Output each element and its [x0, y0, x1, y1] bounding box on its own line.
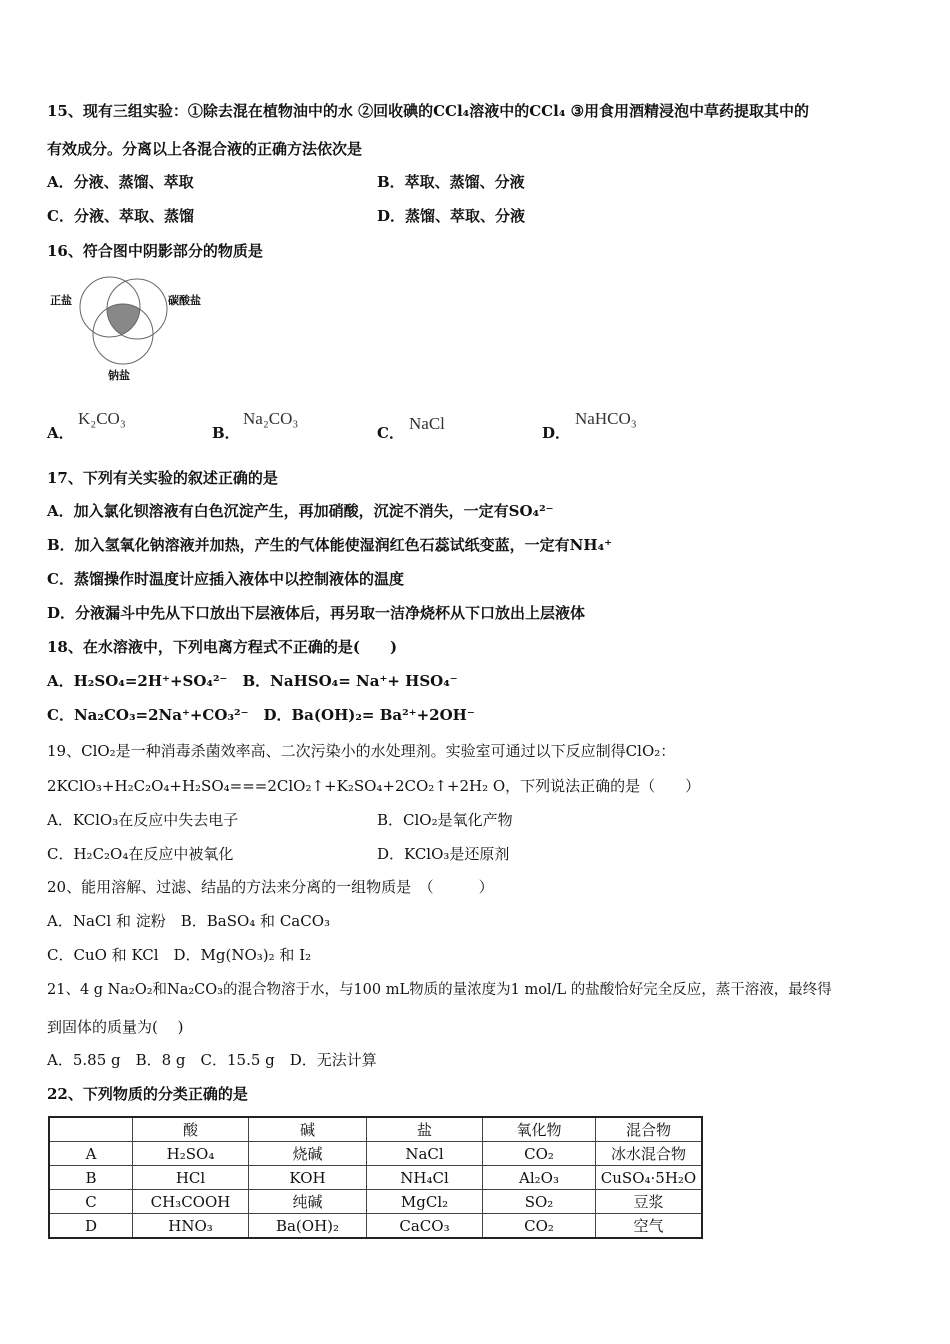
- q20-options-cd: C．CuO 和 KCl D．Mg(NO₃)₂ 和 I₂: [47, 946, 312, 964]
- table-header-cell: 盐: [367, 1117, 483, 1142]
- q18-options-cd: C．Na₂CO₃=2Na⁺+CO₃²⁻ D．Ba(OH)₂= Ba²⁺+2OH⁻: [47, 706, 475, 724]
- table-cell: CO₂: [483, 1142, 596, 1166]
- table-cell: HNO₃: [133, 1214, 249, 1239]
- table-cell: MgCl₂: [367, 1190, 483, 1214]
- q18-stem: 18、在水溶液中，下列电离方程式不正确的是( ): [47, 638, 398, 656]
- table-row: [49, 1142, 702, 1166]
- table-cell: SO₂: [483, 1190, 596, 1214]
- table-header-cell: 酸: [133, 1117, 249, 1142]
- q15-stem-line1: 15、现有三组实验：①除去混在植物油中的水 ②回收碘的CCl₄溶液中的CCl₄ ③用食用酒精浸泡中草药提取其中的: [47, 102, 810, 120]
- q19-option-b: B．ClO₂是氧化产物: [377, 811, 513, 829]
- table-cell: CaCO₃: [367, 1214, 483, 1239]
- table-cell: B: [49, 1166, 133, 1190]
- table-cell: 空气: [596, 1214, 703, 1239]
- table-cell: H₂SO₄: [133, 1142, 249, 1166]
- q16-option-c-label: C．: [377, 424, 404, 442]
- q21-stem-line1: 21、4 g Na₂O₂和Na₂CO₃的混合物溶于水，与100 mL物质的量浓度为1 mol/L 的盐酸恰好完全反应，蒸干溶液，最终得: [47, 982, 832, 998]
- q19-option-d: D．KClO₃是还原剂: [377, 845, 510, 863]
- q15-stem-line2: 有效成分。分离以上各混合液的正确方法依次是: [47, 140, 363, 158]
- table-cell: KOH: [249, 1166, 367, 1190]
- q17-option-d: D．分液漏斗中先从下口放出下层液体后，再另取一洁净烧杯从下口放出上层液体: [47, 604, 586, 622]
- q18-options-ab: A．H₂SO₄=2H⁺+SO₄²⁻ B．NaHSO₄= Na⁺+ HSO₄⁻: [47, 672, 458, 690]
- q16-option-a-label: A．: [47, 424, 74, 442]
- table-cell: D: [49, 1214, 133, 1239]
- table-cell: NaCl: [367, 1142, 483, 1166]
- table-cell: CuSO₄·5H₂O: [596, 1166, 703, 1190]
- q16-option-a-formula: K₂CO₃: [78, 409, 126, 428]
- q15-option-c: C．分液、萃取、蒸馏: [47, 207, 194, 225]
- table-cell: 烧碱: [249, 1142, 367, 1166]
- table-row: [49, 1190, 702, 1214]
- venn-diagram: [40, 272, 220, 387]
- q19-stem-line1: 19、ClO₂是一种消毒杀菌效率高、二次污染小的水处理剂。实验室可通过以下反应制得ClO₂：: [47, 742, 676, 760]
- table-cell: 纯碱: [249, 1190, 367, 1214]
- q20-options-ab: A．NaCl 和 淀粉 B．BaSO₄ 和 CaCO₃: [47, 912, 331, 930]
- table-header-cell: 混合物: [596, 1117, 703, 1142]
- q17-stem: 17、下列有关实验的叙述正确的是: [47, 469, 278, 487]
- q16-option-d-formula: NaHCO₃: [575, 409, 637, 428]
- table-header-cell: [49, 1117, 133, 1142]
- table-cell: Al₂O₃: [483, 1166, 596, 1190]
- q16-option-c-formula: NaCl: [409, 414, 445, 433]
- venn-label-left: 正盐: [50, 294, 72, 307]
- table-row: [49, 1166, 702, 1190]
- q17-option-b: B．加入氢氧化钠溶液并加热，产生的气体能使湿润红色石蕊试纸变蓝，一定有NH₄⁺: [47, 536, 613, 554]
- q19-option-c: C．H₂C₂O₄在反应中被氧化: [47, 845, 234, 863]
- q15-option-d: D．蒸馏、萃取、分液: [377, 207, 526, 225]
- q15-option-b: B．萃取、蒸馏、分液: [377, 173, 525, 191]
- table-cell: CO₂: [483, 1214, 596, 1239]
- venn-label-bottom: 钠盐: [108, 369, 130, 382]
- q16-option-d-label: D．: [542, 424, 571, 442]
- venn-circles: [40, 272, 220, 387]
- classification-table: [48, 1116, 703, 1239]
- table-header-cell: 碱: [249, 1117, 367, 1142]
- q22-stem: 22、下列物质的分类正确的是: [47, 1085, 248, 1103]
- table-header-cell: 氧化物: [483, 1117, 596, 1142]
- table-row: [49, 1214, 702, 1239]
- q16-option-b-label: B．: [212, 424, 240, 442]
- q16-option-b-formula: Na₂CO₃: [243, 409, 299, 428]
- q20-stem: 20、能用溶解、过滤、结晶的方法来分离的一组物质是 （ ）: [47, 878, 494, 896]
- table-cell: HCl: [133, 1166, 249, 1190]
- q19-option-a: A．KClO₃在反应中失去电子: [47, 811, 239, 829]
- table-cell: CH₃COOH: [133, 1190, 249, 1214]
- q19-stem-line2: 2KClO₃+H₂C₂O₄+H₂SO₄===2ClO₂↑+K₂SO₄+2CO₂↑+2H₂ O，下列说法正确的是（ ）: [47, 777, 701, 795]
- q16-stem: 16、符合图中阴影部分的物质是: [47, 242, 263, 260]
- q21-stem-line2: 到固体的质量为( ): [47, 1018, 184, 1036]
- q21-options: A．5.85 g B．8 g C．15.5 g D．无法计算: [47, 1051, 377, 1069]
- table-cell: NH₄Cl: [367, 1166, 483, 1190]
- table-cell: A: [49, 1142, 133, 1166]
- q17-option-c: C．蒸馏操作时温度计应插入液体中以控制液体的温度: [47, 570, 404, 588]
- venn-label-right: 碳酸盐: [168, 294, 201, 307]
- table-cell: C: [49, 1190, 133, 1214]
- table-header-row: [49, 1117, 702, 1142]
- table-cell: 冰水混合物: [596, 1142, 703, 1166]
- table-cell: Ba(OH)₂: [249, 1214, 367, 1239]
- q17-option-a: A．加入氯化钡溶液有白色沉淀产生，再加硝酸，沉淀不消失，一定有SO₄²⁻: [47, 502, 554, 520]
- table-cell: 豆浆: [596, 1190, 703, 1214]
- q15-option-a: A．分液、蒸馏、萃取: [47, 173, 194, 191]
